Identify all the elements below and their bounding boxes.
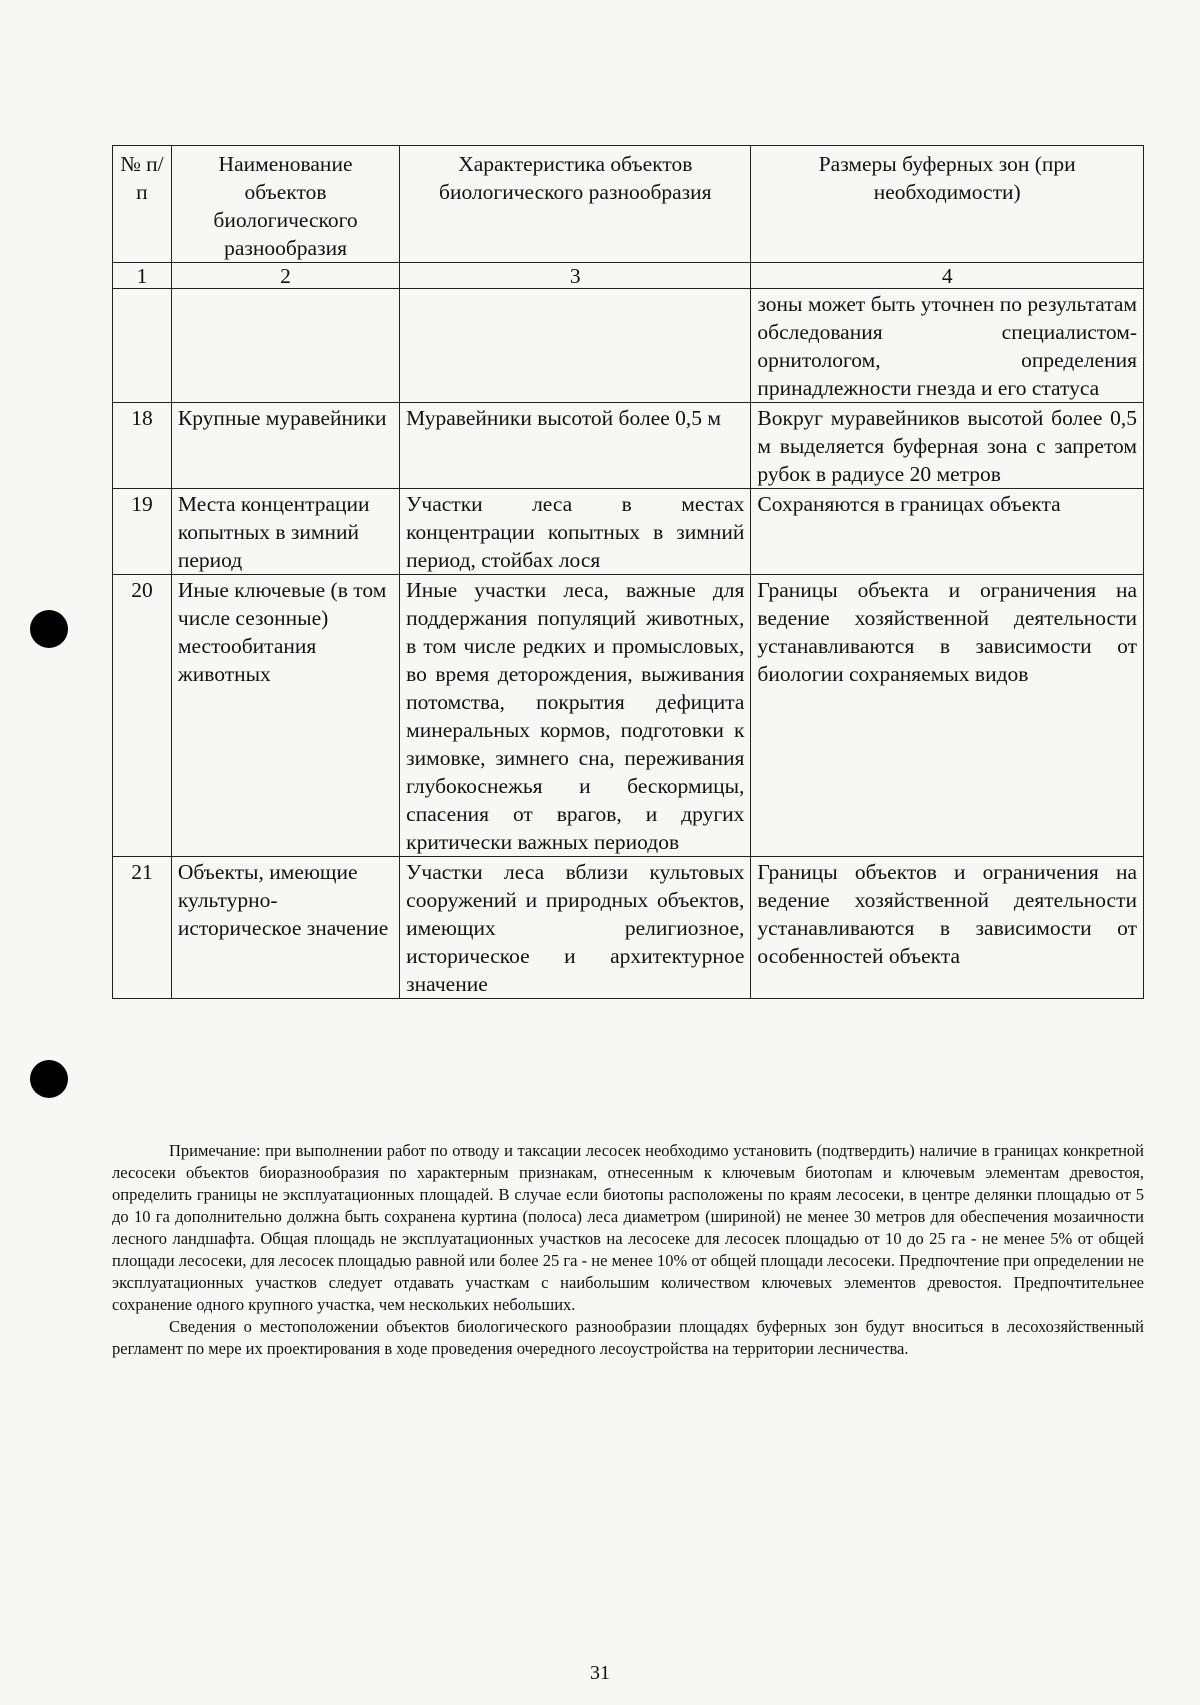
table-row-continuation: [113, 289, 1144, 403]
row-buffer-size: Границы объекта и ограничения на ведение хозяйственной деятельности устанавливаются в зависимости от биологии сохраняемых видов: [751, 575, 1144, 857]
page-number: 31: [590, 1662, 610, 1684]
row-number: 18: [113, 403, 172, 489]
row-object-name: Объекты, имеющие культурно-историческое значение: [171, 857, 399, 999]
continuation-buffer-text: зоны может быть уточнен по результатам обследования специалистом-орнитологом, определения принадлежности гнезда и его статуса: [751, 289, 1144, 403]
row-buffer-size: Границы объектов и ограничения на ведение хозяйственной деятельности устанавливаются в зависимости от особенностей объекта: [751, 857, 1144, 999]
row-description: Участки леса вблизи культовых сооружений и природных объектов, имеющих религиозное, историческое и архитектурное значение: [400, 857, 751, 999]
table-header-row: [113, 146, 1144, 263]
biodiversity-table: [112, 145, 1144, 999]
notes-section: [112, 1140, 1144, 1360]
punch-hole-top: [30, 610, 68, 648]
row-description: Иные участки леса, важные для поддержания популяций животных, в том числе редких и промысловых, во время деторождения, выживания потомства, покрытия дефицита минеральных кормов, подготовки к зимовке, зимнего сна, переживания глубокоснежья и бескормицы, спасения от врагов, и других критически важных периодов: [400, 575, 751, 857]
column-number: 1: [113, 263, 172, 289]
row-buffer-size: Сохраняются в границах объекта: [751, 489, 1144, 575]
row-object-name: Иные ключевые (в том числе сезонные) местообитания животных: [171, 575, 399, 857]
punch-hole-bottom: [30, 1060, 68, 1098]
row-object-name: Места концентрации копытных в зимний период: [171, 489, 399, 575]
row-description: Участки леса в местах концентрации копытных в зимний период, стойбах лося: [400, 489, 751, 575]
table-row: [113, 489, 1144, 575]
header-buffer: Размеры буферных зон (при необходимости): [751, 146, 1144, 263]
column-number: 2: [171, 263, 399, 289]
column-number-row: [113, 263, 1144, 289]
row-number: 19: [113, 489, 172, 575]
note-paragraph: Примечание: при выполнении работ по отводу и таксации лесосек необходимо установить (подтвердить) наличие в границах конкретной лесосеки объектов биоразнообразия по характерным признакам, отнесенным к ключевым биотопам и ключевым элементам древостоя, определить границы не эксплуатационных площадей. В случае если биотопы расположены по краям лесосеки, в центре делянки площадью от 5 до 10 га дополнительно должна быть сохранена куртина (полоса) леса диаметром (шириной) не менее 30 метров для обеспечения мозаичности лесного ландшафта. Общая площадь не эксплуатационных участков на лесосеке для лесосек площадью от 10 до 25 га - не менее 5% от общей площади лесосеки, для лесосек площадью равной или более 25 га - не менее 10% от общей площади лесосеки. Предпочтение при определении не эксплуатационных участков следует отдавать участкам с наибольшим количеством ключевых элементов древостоя. Предпочтительнее сохранение одного крупного участка, чем нескольких небольших.: [112, 1141, 1144, 1314]
row-number: 21: [113, 857, 172, 999]
row-object-name: Крупные муравейники: [171, 403, 399, 489]
row-buffer-size: Вокруг муравейников высотой более 0,5 м выделяется буферная зона с запретом рубок в радиусе 20 метров: [751, 403, 1144, 489]
header-description: Характеристика объектов биологического разнообразия: [400, 146, 751, 263]
header-number: № п/п: [113, 146, 172, 263]
header-name: Наименование объектов биологического разнообразия: [171, 146, 399, 263]
table-row: [113, 403, 1144, 489]
row-number: 20: [113, 575, 172, 857]
table-row: [113, 857, 1144, 999]
column-number: 4: [751, 263, 1144, 289]
table-row: [113, 575, 1144, 857]
note-paragraph: Сведения о местоположении объектов биологического разнообразии площадях буферных зон будут вноситься в лесохозяйственный регламент по мере их проектирования в ходе проведения очередного лесоустройства на территории лесничества.: [112, 1317, 1144, 1358]
row-description: Муравейники высотой более 0,5 м: [400, 403, 751, 489]
column-number: 3: [400, 263, 751, 289]
